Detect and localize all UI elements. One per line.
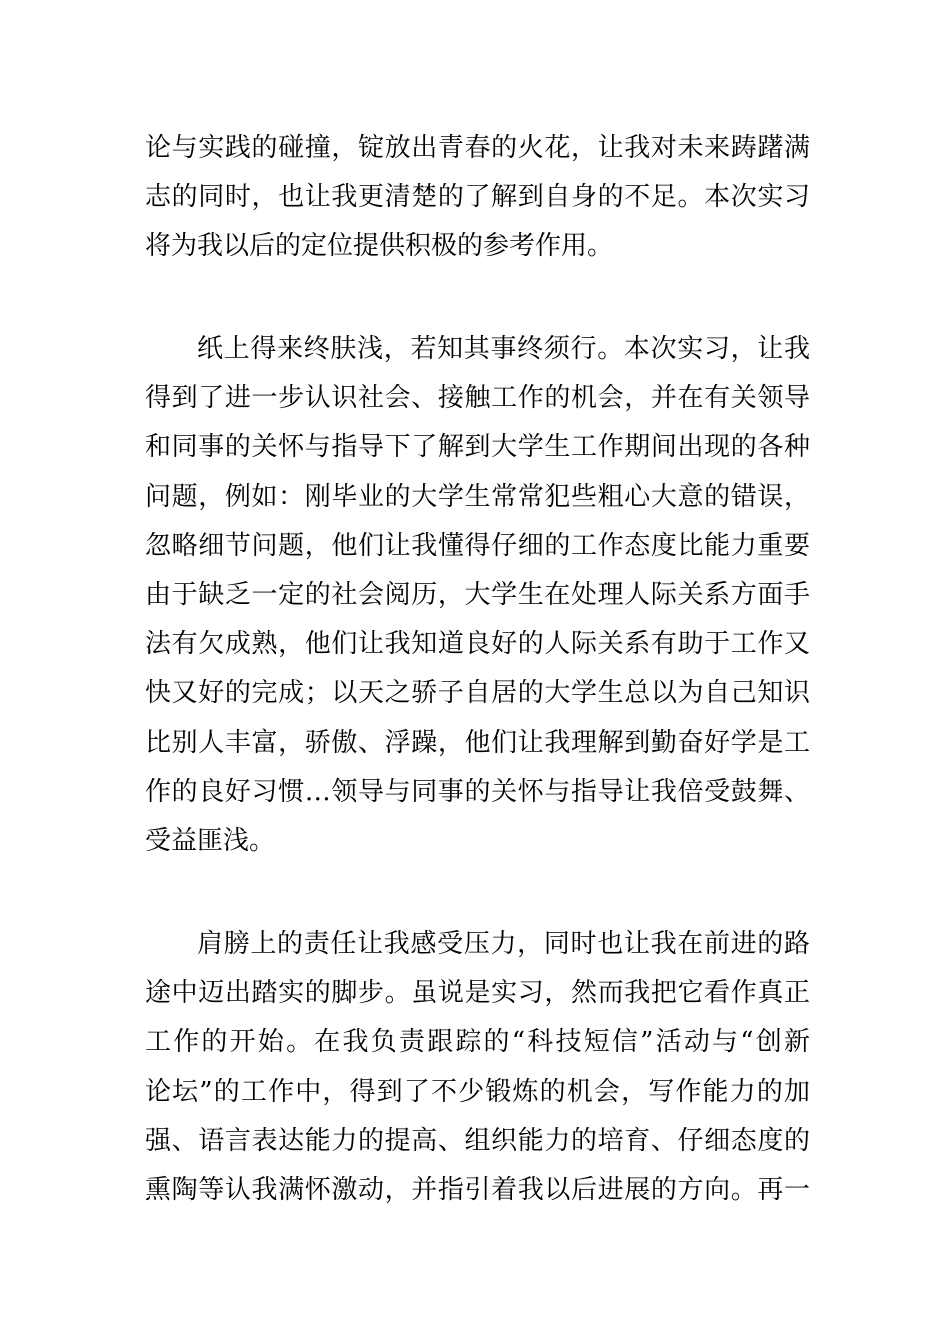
text-line: 将为我以后的定位提供积极的参考作用。 [145, 231, 614, 262]
text-line: 得到了进一步认识社会、接触工作的机会，并在有关领导 [145, 383, 810, 414]
paragraph-2 [145, 325, 810, 866]
text-line: 熏陶等认我满怀激动，并指引着我以后进展的方向。再一 [145, 1174, 810, 1205]
text-line: 纸上得来终肤浅，若知其事终须行。本次实习，让我 [197, 334, 810, 364]
paragraph-1 [145, 124, 810, 272]
text-line: 问题，例如：刚毕业的大学生常常犯些粗心大意的错误， [145, 481, 810, 512]
text-line: 忽略细节问题，他们让我懂得仔细的工作态度比能力重要 [145, 530, 810, 561]
text-line: 作的良好习惯…领导与同事的关怀与指导让我倍受鼓舞、 [145, 776, 810, 807]
text-line: 由于缺乏一定的社会阅历，大学生在处理人际关系方面手 [145, 579, 810, 610]
text-line: 法有欠成熟，他们让我知道良好的人际关系有助于工作又 [145, 629, 810, 660]
text-line: 快又好的完成；以天之骄子自居的大学生总以为自己知识 [145, 678, 810, 709]
text-line: 强、语言表达能力的提高、组织能力的培育、仔细态度的 [145, 1125, 810, 1156]
paragraph-3 [145, 920, 810, 1215]
text-line: 工作的开始。在我负责跟踪的“科技短信”活动与“创新 [145, 1027, 810, 1058]
text-line: 途中迈出踏实的脚步。虽说是实习，然而我把它看作真正 [145, 978, 810, 1009]
text-line: 比别人丰富，骄傲、浮躁，他们让我理解到勤奋好学是工 [145, 727, 810, 758]
text-line: 肩膀上的责任让我感受压力，同时也让我在前进的路 [197, 929, 810, 959]
text-line: 和同事的关怀与指导下了解到大学生工作期间出现的各种 [145, 432, 810, 463]
text-line: 志的同时，也让我更清楚的了解到自身的不足。本次实习 [145, 182, 810, 213]
text-line: 论与实践的碰撞，锭放出青春的火花，让我对未来踌躇满 [145, 133, 810, 163]
text-line: 论坛”的工作中，得到了不少锻炼的机会，写作能力的加 [145, 1076, 810, 1107]
text-line: 受益匪浅。 [145, 825, 276, 856]
